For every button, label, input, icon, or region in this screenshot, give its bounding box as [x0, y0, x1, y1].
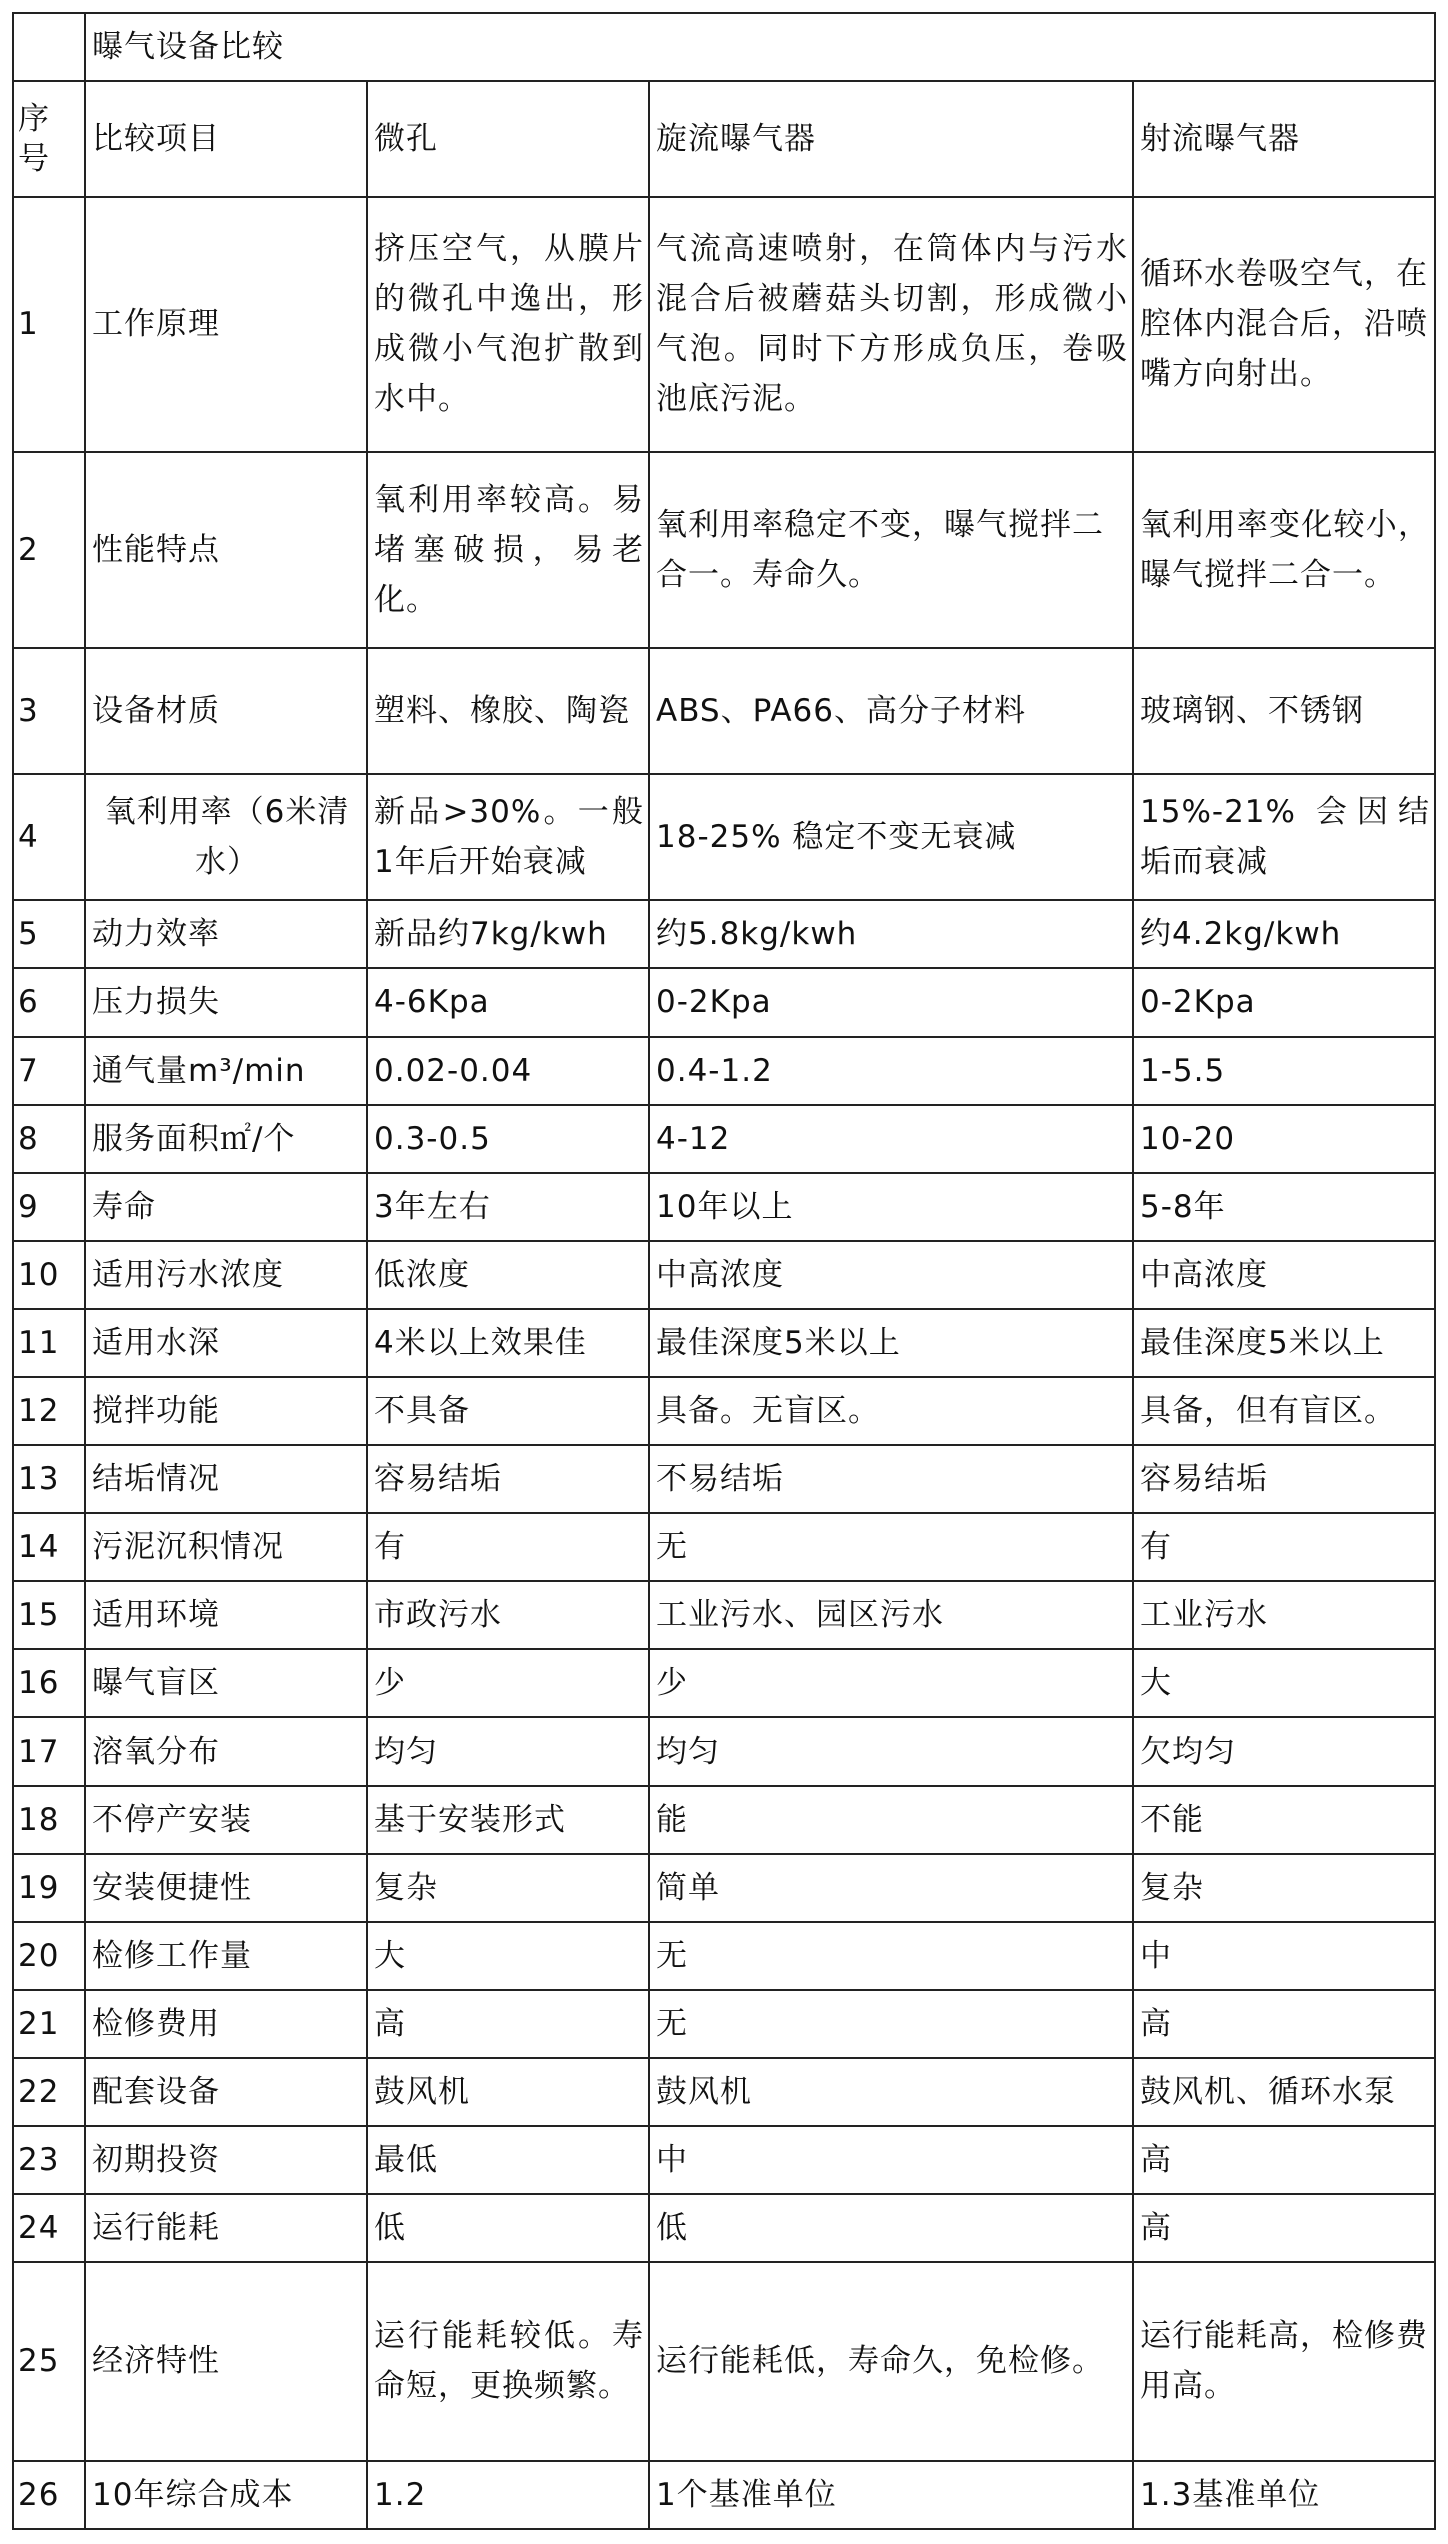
row-swirl-value: 具备。无盲区。: [649, 1377, 1133, 1445]
row-jet-value: 高: [1133, 1990, 1435, 2058]
header-micro: 微孔: [367, 81, 649, 197]
row-jet-value: 0-2Kpa: [1133, 968, 1435, 1036]
title-corner-cell: [13, 13, 85, 81]
table-row: [13, 774, 1435, 900]
row-micro-value: 塑料、橡胶、陶瓷: [367, 648, 649, 774]
row-swirl-value: 低: [649, 2194, 1133, 2262]
row-number: 18: [13, 1786, 85, 1854]
row-swirl-value: 4-12: [649, 1105, 1133, 1173]
row-jet-value: 玻璃钢、不锈钢: [1133, 648, 1435, 774]
table-row: [13, 1922, 1435, 1990]
row-number: 2: [13, 452, 85, 648]
row-number: 6: [13, 968, 85, 1036]
row-jet-value: 高: [1133, 2194, 1435, 2262]
table-row: [13, 1445, 1435, 1513]
row-micro-value: 3年左右: [367, 1173, 649, 1241]
row-jet-value: 欠均匀: [1133, 1717, 1435, 1785]
row-swirl-value: 工业污水、园区污水: [649, 1581, 1133, 1649]
row-swirl-value: 中高浓度: [649, 1241, 1133, 1309]
row-item: 不停产安装: [85, 1786, 367, 1854]
row-swirl-value: 约5.8kg/kwh: [649, 900, 1133, 968]
table-row: [13, 2058, 1435, 2126]
row-jet-value: 15%-21% 会因结垢而衰减: [1133, 774, 1435, 900]
row-item: 寿命: [85, 1173, 367, 1241]
row-jet-value: 氧利用率变化较小，曝气搅拌二合一。: [1133, 452, 1435, 648]
row-number: 10: [13, 1241, 85, 1309]
row-item: 10年综合成本: [85, 2461, 367, 2529]
row-swirl-value: 无: [649, 1990, 1133, 2058]
row-item: 运行能耗: [85, 2194, 367, 2262]
row-swirl-value: 10年以上: [649, 1173, 1133, 1241]
row-swirl-value: 0-2Kpa: [649, 968, 1133, 1036]
table-row: [13, 1990, 1435, 2058]
row-number: 7: [13, 1037, 85, 1105]
row-jet-value: 有: [1133, 1513, 1435, 1581]
header-swirl: 旋流曝气器: [649, 81, 1133, 197]
row-number: 17: [13, 1717, 85, 1785]
row-number: 14: [13, 1513, 85, 1581]
table-title: 曝气设备比较: [85, 13, 1435, 81]
row-swirl-value: 不易结垢: [649, 1445, 1133, 1513]
row-number: 1: [13, 197, 85, 451]
row-micro-value: 不具备: [367, 1377, 649, 1445]
row-micro-value: 4米以上效果佳: [367, 1309, 649, 1377]
row-number: 25: [13, 2262, 85, 2460]
row-micro-value: 基于安装形式: [367, 1786, 649, 1854]
row-jet-value: 中: [1133, 1922, 1435, 1990]
row-number: 4: [13, 774, 85, 900]
row-jet-value: 复杂: [1133, 1854, 1435, 1922]
row-swirl-value: 最佳深度5米以上: [649, 1309, 1133, 1377]
table-row: [13, 1786, 1435, 1854]
row-micro-value: 新品>30%。一般1年后开始衰减: [367, 774, 649, 900]
table-row: [13, 900, 1435, 968]
table-row: [13, 2461, 1435, 2529]
row-micro-value: 1.2: [367, 2461, 649, 2529]
row-number: 8: [13, 1105, 85, 1173]
row-swirl-value: 少: [649, 1649, 1133, 1717]
row-micro-value: 有: [367, 1513, 649, 1581]
row-item: 适用水深: [85, 1309, 367, 1377]
row-item: 工作原理: [85, 197, 367, 451]
table-row: [13, 452, 1435, 648]
row-item: 检修工作量: [85, 1922, 367, 1990]
row-number: 16: [13, 1649, 85, 1717]
table-row: [13, 1105, 1435, 1173]
table-row: [13, 1037, 1435, 1105]
row-number: 13: [13, 1445, 85, 1513]
table-row: [13, 968, 1435, 1036]
row-item: 通气量m³/min: [85, 1037, 367, 1105]
table-row: [13, 1717, 1435, 1785]
row-micro-value: 最低: [367, 2126, 649, 2194]
row-micro-value: 容易结垢: [367, 1445, 649, 1513]
row-jet-value: 最佳深度5米以上: [1133, 1309, 1435, 1377]
table-row: [13, 1377, 1435, 1445]
row-micro-value: 低: [367, 2194, 649, 2262]
row-item: 压力损失: [85, 968, 367, 1036]
row-jet-value: 具备，但有盲区。: [1133, 1377, 1435, 1445]
row-number: 3: [13, 648, 85, 774]
row-jet-value: 运行能耗高，检修费用高。: [1133, 2262, 1435, 2460]
row-micro-value: 高: [367, 1990, 649, 2058]
row-swirl-value: 中: [649, 2126, 1133, 2194]
row-item: 动力效率: [85, 900, 367, 968]
row-number: 26: [13, 2461, 85, 2529]
row-number: 19: [13, 1854, 85, 1922]
table-row: [13, 1309, 1435, 1377]
row-swirl-value: 均匀: [649, 1717, 1133, 1785]
row-jet-value: 高: [1133, 2126, 1435, 2194]
row-item: 污泥沉积情况: [85, 1513, 367, 1581]
header-jet: 射流曝气器: [1133, 81, 1435, 197]
row-number: 12: [13, 1377, 85, 1445]
header-no: 序号: [13, 81, 85, 197]
row-micro-value: 低浓度: [367, 1241, 649, 1309]
row-swirl-value: 氧利用率稳定不变，曝气搅拌二合一。寿命久。: [649, 452, 1133, 648]
row-item: 溶氧分布: [85, 1717, 367, 1785]
row-jet-value: 工业污水: [1133, 1581, 1435, 1649]
table-row: [13, 1241, 1435, 1309]
row-number: 5: [13, 900, 85, 968]
row-number: 9: [13, 1173, 85, 1241]
row-item: 适用污水浓度: [85, 1241, 367, 1309]
row-jet-value: 10-20: [1133, 1105, 1435, 1173]
row-micro-value: 复杂: [367, 1854, 649, 1922]
row-item: 氧利用率（6米清水）: [85, 774, 367, 900]
header-item: 比较项目: [85, 81, 367, 197]
comparison-table: [12, 12, 1436, 2530]
comparison-sheet: [12, 12, 1434, 2530]
row-micro-value: 0.3-0.5: [367, 1105, 649, 1173]
row-jet-value: 约4.2kg/kwh: [1133, 900, 1435, 968]
row-swirl-value: 无: [649, 1922, 1133, 1990]
row-micro-value: 大: [367, 1922, 649, 1990]
row-micro-value: 0.02-0.04: [367, 1037, 649, 1105]
row-item: 设备材质: [85, 648, 367, 774]
row-number: 24: [13, 2194, 85, 2262]
row-micro-value: 挤压空气，从膜片的微孔中逸出，形成微小气泡扩散到水中。: [367, 197, 649, 451]
row-item: 初期投资: [85, 2126, 367, 2194]
table-row: [13, 1173, 1435, 1241]
title-row: [13, 13, 1435, 81]
row-item: 适用环境: [85, 1581, 367, 1649]
row-swirl-value: 无: [649, 1513, 1133, 1581]
row-jet-value: 鼓风机、循环水泵: [1133, 2058, 1435, 2126]
row-swirl-value: 运行能耗低，寿命久，免检修。: [649, 2262, 1133, 2460]
row-number: 23: [13, 2126, 85, 2194]
row-micro-value: 少: [367, 1649, 649, 1717]
row-swirl-value: 18-25% 稳定不变无衰减: [649, 774, 1133, 900]
row-swirl-value: 鼓风机: [649, 2058, 1133, 2126]
header-row: [13, 81, 1435, 197]
row-micro-value: 均匀: [367, 1717, 649, 1785]
row-swirl-value: ABS、PA66、高分子材料: [649, 648, 1133, 774]
row-jet-value: 5-8年: [1133, 1173, 1435, 1241]
row-item: 经济特性: [85, 2262, 367, 2460]
row-item: 搅拌功能: [85, 1377, 367, 1445]
row-item: 安装便捷性: [85, 1854, 367, 1922]
row-jet-value: 循环水卷吸空气，在腔体内混合后，沿喷嘴方向射出。: [1133, 197, 1435, 451]
row-micro-value: 市政污水: [367, 1581, 649, 1649]
row-swirl-value: 1个基准单位: [649, 2461, 1133, 2529]
row-jet-value: 1-5.5: [1133, 1037, 1435, 1105]
row-jet-value: 中高浓度: [1133, 1241, 1435, 1309]
row-micro-value: 新品约7kg/kwh: [367, 900, 649, 968]
row-number: 11: [13, 1309, 85, 1377]
row-item: 服务面积㎡/个: [85, 1105, 367, 1173]
table-row: [13, 2194, 1435, 2262]
table-row: [13, 197, 1435, 451]
row-jet-value: 大: [1133, 1649, 1435, 1717]
row-micro-value: 4-6Kpa: [367, 968, 649, 1036]
row-jet-value: 不能: [1133, 1786, 1435, 1854]
row-jet-value: 容易结垢: [1133, 1445, 1435, 1513]
table-row: [13, 648, 1435, 774]
row-swirl-value: 简单: [649, 1854, 1133, 1922]
row-jet-value: 1.3基准单位: [1133, 2461, 1435, 2529]
table-row: [13, 1854, 1435, 1922]
row-swirl-value: 0.4-1.2: [649, 1037, 1133, 1105]
table-row: [13, 2126, 1435, 2194]
row-micro-value: 运行能耗较低。寿命短，更换频繁。: [367, 2262, 649, 2460]
row-item: 性能特点: [85, 452, 367, 648]
row-swirl-value: 能: [649, 1786, 1133, 1854]
row-swirl-value: 气流高速喷射，在筒体内与污水混合后被蘑菇头切割，形成微小气泡。同时下方形成负压，卷吸池底污泥。: [649, 197, 1133, 451]
row-item: 曝气盲区: [85, 1649, 367, 1717]
row-number: 15: [13, 1581, 85, 1649]
table-row: [13, 2262, 1435, 2460]
row-item: 配套设备: [85, 2058, 367, 2126]
table-row: [13, 1649, 1435, 1717]
row-number: 21: [13, 1990, 85, 2058]
row-item: 结垢情况: [85, 1445, 367, 1513]
row-number: 20: [13, 1922, 85, 1990]
table-row: [13, 1581, 1435, 1649]
row-micro-value: 鼓风机: [367, 2058, 649, 2126]
table-row: [13, 1513, 1435, 1581]
row-number: 22: [13, 2058, 85, 2126]
row-micro-value: 氧利用率较高。易堵塞破损，易老化。: [367, 452, 649, 648]
row-item: 检修费用: [85, 1990, 367, 2058]
